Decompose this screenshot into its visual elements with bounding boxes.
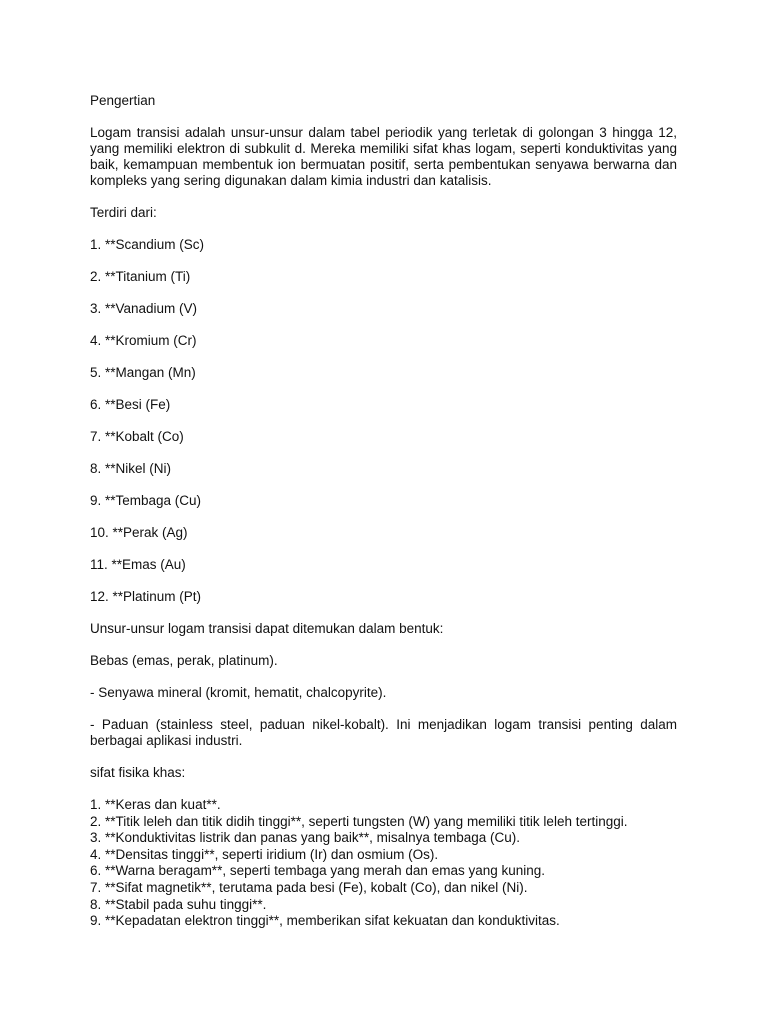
elements-label: Terdiri dari: [90, 205, 157, 220]
property-item: 4. **Densitas tinggi**, seperti iridium (Ir) dan osmium (Os). [90, 846, 439, 862]
form-item-paduan: - Paduan (stainless steel, paduan nikel-kobalt). Ini menjadikan logam transisi penting dalam berbagai aplikasi industri. [90, 717, 677, 748]
element-item-titanium: 2. **Titanium (Ti) [90, 269, 191, 284]
heading-pengertian: Pengertian [90, 93, 156, 108]
property-item: 8. **Stabil pada suhu tinggi**. [90, 896, 267, 912]
element-item-mangan: 5. **Mangan (Mn) [90, 365, 196, 380]
property-item: 6. **Warna beragam**, seperti tembaga yang merah dan emas yang kuning. [90, 863, 546, 879]
property-item: 1. **Keras dan kuat**. [90, 797, 221, 812]
form-item-senyawa-mineral: - Senyawa mineral (kromit, hematit, chalcopyrite). [90, 685, 387, 700]
element-item-kobalt: 7. **Kobalt (Co) [90, 429, 184, 444]
forms-intro: Unsur-unsur logam transisi dapat ditemukan dalam bentuk: [90, 621, 444, 636]
form-item-bebas: Bebas (emas, perak, platinum). [90, 653, 278, 668]
property-item: 2. **Titik leleh dan titik didih tinggi**, seperti tungsten (W) yang memiliki titik leleh tertinggi. [90, 813, 628, 829]
element-item-besi: 6. **Besi (Fe) [90, 397, 171, 412]
document-page [90, 93, 677, 930]
element-item-scandium: 1. **Scandium (Sc) [90, 237, 205, 252]
property-item: 3. **Konduktivitas listrik dan panas yang baik**, misalnya tembaga (Cu). [90, 830, 520, 846]
element-item-perak: 10. **Perak (Ag) [90, 525, 188, 540]
properties-label: sifat fisika khas: [90, 765, 186, 780]
property-item: 9. **Kepadatan elektron tinggi**, memberikan sifat kekuatan dan konduktivitas. [90, 913, 560, 929]
element-item-tembaga: 9. **Tembaga (Cu) [90, 493, 202, 508]
properties-list [90, 797, 677, 930]
element-item-vanadium: 3. **Vanadium (V) [90, 301, 198, 316]
element-item-nikel: 8. **Nikel (Ni) [90, 461, 172, 476]
property-item: 7. **Sifat magnetik**, terutama pada besi (Fe), kobalt (Co), dan nikel (Ni). [90, 879, 528, 895]
element-item-emas: 11. **Emas (Au) [90, 557, 186, 572]
intro-paragraph: Logam transisi adalah unsur-unsur dalam tabel periodik yang terletak di golongan 3 hingga 12, yang memiliki elektron di subkulit d. Mereka memiliki sifat khas logam, seperti konduktivitas yang baik, kemampuan membentuk ion bermuatan positif, serta pembentukan senyawa berwarna dan kompleks yang sering digunakan dalam kimia industri dan katalisis. [90, 125, 677, 188]
element-item-kromium: 4. **Kromium (Cr) [90, 333, 197, 348]
element-item-platinum: 12. **Platinum (Pt) [90, 589, 202, 604]
